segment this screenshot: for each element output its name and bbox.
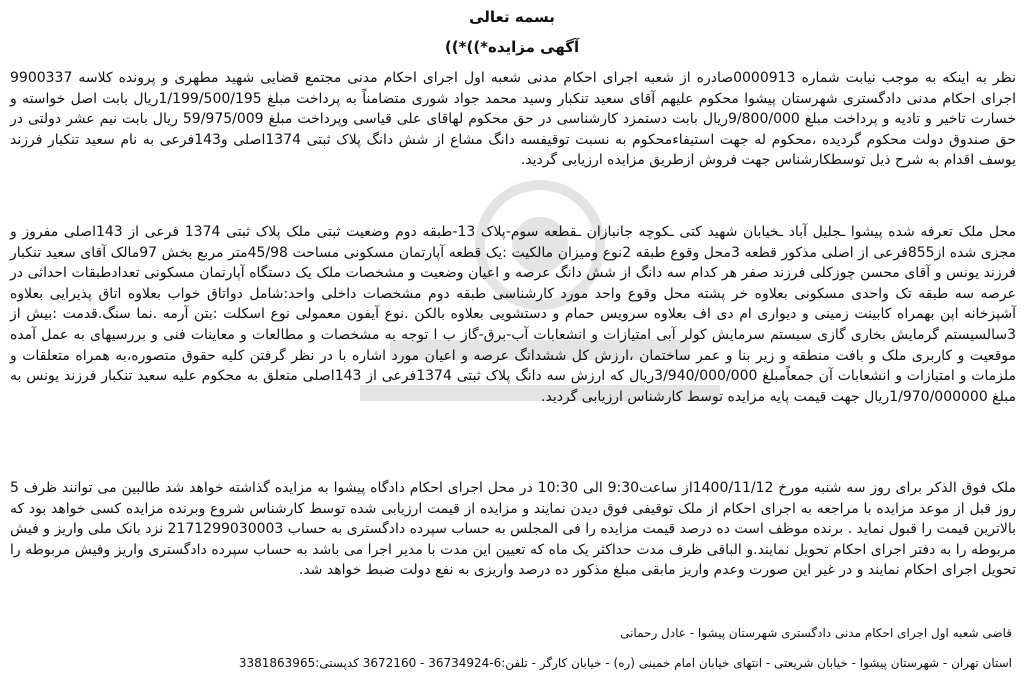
court-address: استان تهران - شهرستان پیشوا - خیابان شریعتی - انتهای خیابان امام خمینی (ره) - خیابان کارگر - تلفن:6-36734924 - 3672160 کدپستی:3381863965 <box>238 656 1012 670</box>
judge-signature: قاضی شعبه اول اجرای احکام مدنی دادگستری شهرستان پیشوا - عادل رحمانی <box>620 626 1012 640</box>
notice-title: آگهی مزایده*))*)) <box>444 38 580 56</box>
basmala-heading: بسمه تعالی <box>469 8 555 26</box>
notice-paragraph-3: ملک فوق الذکر برای روز سه شنبه مورخ 1400/11/12از ساعت9:30 الی 10:30 در محل اجرای احکام دادگاه پیشوا به مزایده گذاشته خواهد شد طالبین می توانند ظرف 5 روز قبل از موعد مزایده با مراجعه به اجرای احکام از ملک توقیفی فوق دیدن نمایند و مزایده از قیمت ارزیابی شده توسط کارشناس شروع وبرنده مزایده کسی خواهد بود که بالاترین قیمت را قبول نماید . برنده موظف است ده درصد قیمت مزایده را فی المجلس به حساب سپرده دادگستری به حساب 2171299030003 نزد بانک ملی واریز و فیش مربوطه را به دفتر اجرای احکام تحویل نمایند.و الباقی ظرف مدت حداکثر یک ماه که تعیین این مدت با مدیر اجرا می باشد به حساب سپرده دادگستری واریز وفیش مربوطه را تحویل اجرای احکام نمایند و در غیر این صورت وعدم واریز مابقی مبلغ مذکور ده درصد واریزی به نفع دولت ضبط خواهد شد. <box>10 480 1017 579</box>
notice-paragraph-1: نظر به اینکه به موجب نیابت شماره 0000913صادره از شعبه اجرای احکام مدنی شعبه اول اجرای احکام مدنی مجتمع قضایی شهید مطهری و پرونده کلاسه 9900337 اجرای احکام مدنی دادگستری شهرستان پیشوا محکوم علیهم آقای سعید تنکبار وسید محمد جواد شوری متضامناً به پرداخت مبلغ 1/199/500/195ریال بابت اصل خواسته و خسارت تاخیر و تادیه و پرداخت مبلغ 9/800/000ریال بابت دستمزد کارشناسی در حق محکوم لهاقای علی قیاسی وپرداخت مبلغ 59/975/009 ریال بابت نیم عشر دولتی در حق صندوق دولت محکوم گردیده ،محکوم له جهت استیفاءمحکوم به نسبت توقیفسه دانگ مشاع از شش دانگ پلاک ثبتی 1374اصلی و143فرعی به نام سعید تنکبار فرزند یوسف اقدام به شرح ذیل توسطکارشناس جهت فروش ازطریق مزایده ارزیابی گردید. <box>10 70 1016 169</box>
notice-paragraph-2: محل ملک تعرفه شده پیشوا ـجلیل آباد ـخیابان شهید کتی ـکوچه جانبازان ـقطعه سوم-پلاک 13-طبقه دوم وضعیت ثبتی ملک پلاک ثبتی 1374 فرعی از 143اصلی مفروز و مجزی شده از855فرعی از اصلی مذکور قطعه 3محل وقوع طبقه 2نوع ومیزان مالکیت :یک قطعه آپارتمان مسکونی مساحت 45/98متر مربع بخش 97مالک آقای سعید تنکبار فرزند یونس و آقای محسن چوزکلی فرزند صفر هر کدام سه دانگ از شش دانگ عرصه و اعیان وضعیت و مشخصات ملک یک دستگاه آپارتمان مسکونی تعدادطبقات احداثی در عرصه سه طبقه تک واحدی مسکونی بعلاوه خر پشته محل وقوع واحد مورد کارشناسی طبقه دوم مشخصات داخلی واحد:شامل دواتاق خواب بعلاوه اتاق پذیرایی بعلاوه آشپزخانه اپن بهمراه کابینت زمینی و دیواری ام دی اف بعلاوه سرویس حمام و دستشویی بعلاوه بالکن .نوع آیفون معمولی نوع اسکلت :بتن آرمه .نما سنگ.قدمت :بیش از 3سالسیستم گرمایش بخاری گازی سیستم سرمایش کولر آبی امتیازات و انشعابات آب-برق-گاز ب ا توجه به مشخصات و مطالعات و معاینات فنی و بررسیهای به عمل آمده موقعیت و کاربری ملک و بافت منطقه و زیر بنا و عمر ساختمان ،ارزش کل ششدانگ عرصه و اعیان مورد اشاره با در نظر گرفتن کلیه حقوق متصوره،به همراه متعلقات و ملزمات و امتیازات و انشعابات آن جمعاًمبلغ 3/940/000/000ریال که ارزش سه دانگ پلاک ثبتی 1374فرعی از 143اصلی متعلق به محکوم علیه سعید تنکبار فرزند یونس به مبلغ 1/970/000000ریال جهت قیمت پایه مزایده توسط کارشناس ارزیابی گردید. <box>10 224 1017 405</box>
